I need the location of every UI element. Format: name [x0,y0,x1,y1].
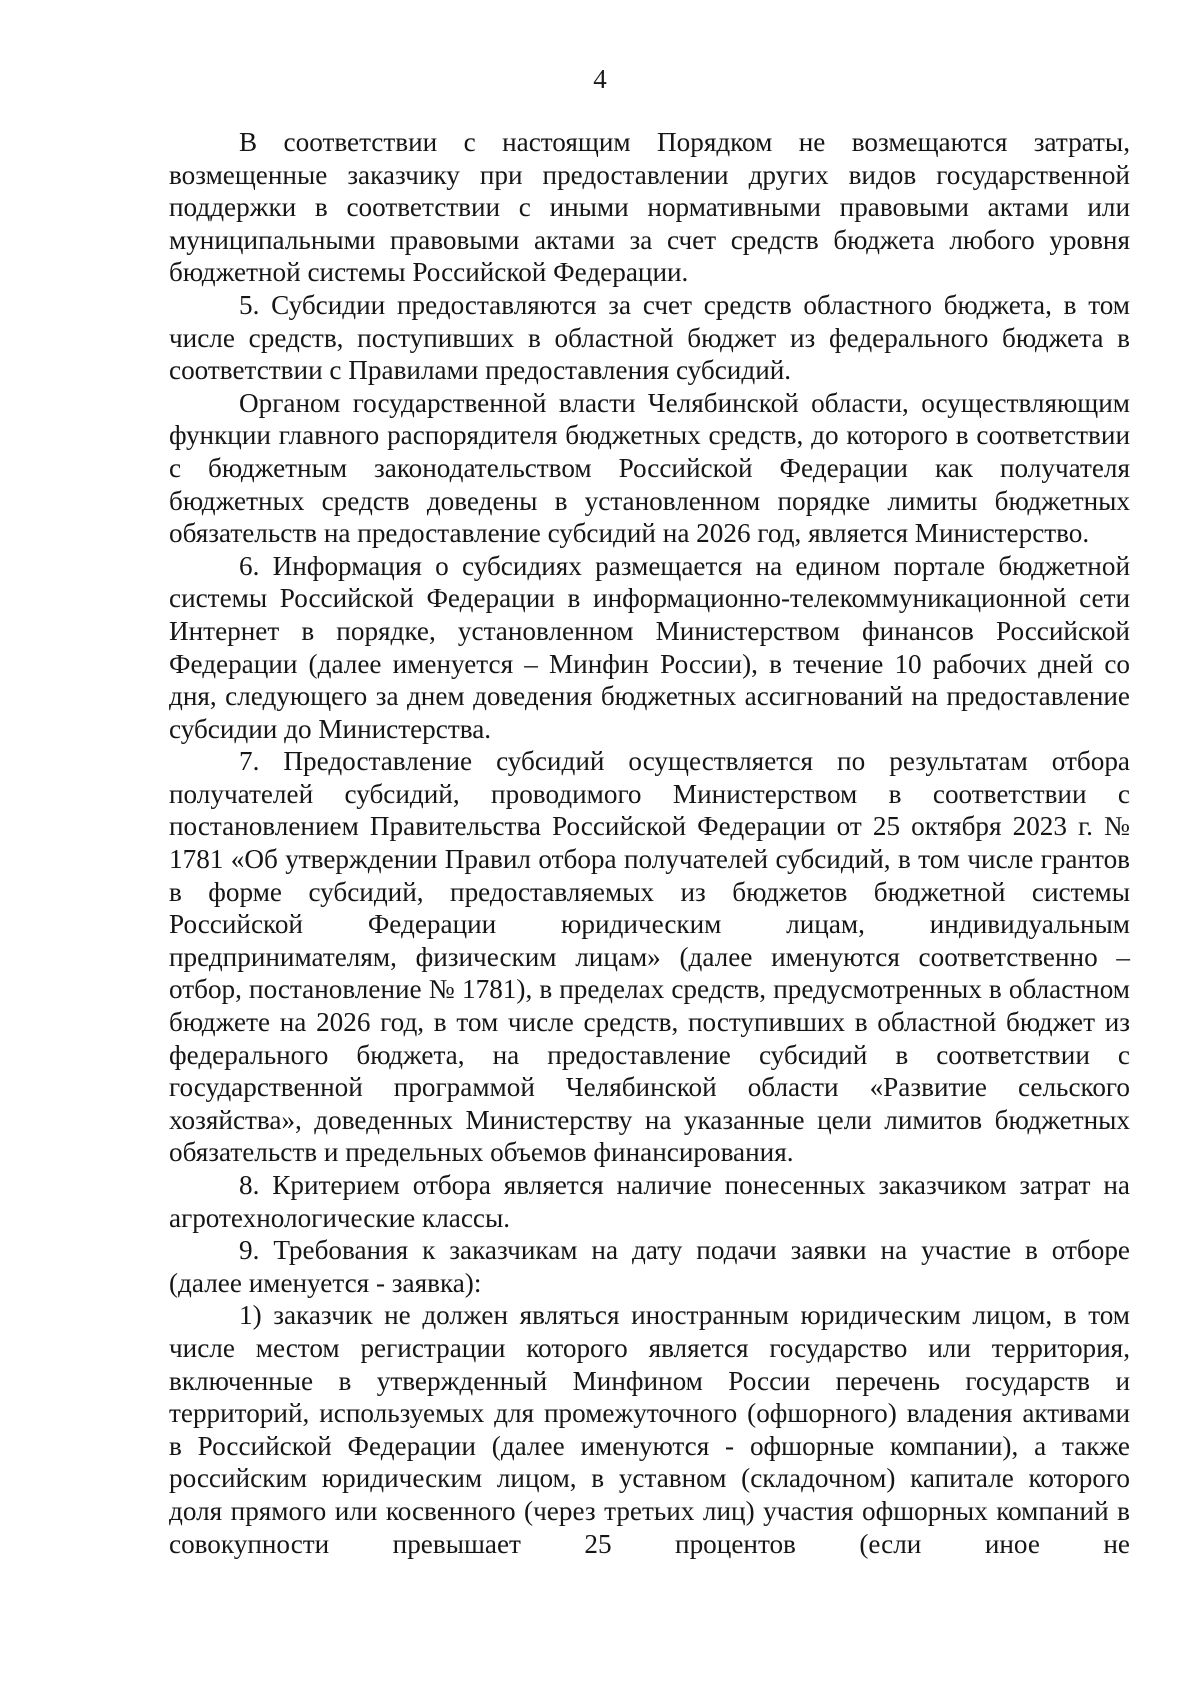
page-number: 4 [593,64,607,94]
paragraph-9-requirements: 9. Требования к заказчикам на дату подачи заявки на участие в отборе (далее именуется - заявка): [169,1235,1130,1298]
paragraph-requirement-1: 1) заказчик не должен являться иностранным юридическим лицом, в том числе местом регистрации которого является государство или территория, включенные в утвержденный Минфином России перечень государств и территорий, используемых для промежуточного (офшорного) владения активами в Российской Федерации (далее именуются - офшорные компании), а также российским юридическим лицом, в уставном (складочном) капитале которого доля прямого или косвенного (через третьих лиц) участия офшорных компаний в совокупности превышает 25 процентов (если иное не [169,1300,1130,1559]
paragraph-costs-not-reimbursed: В соответствии с настоящим Порядком не возмещаются затраты, возмещенные заказчику при предоставлении других видов государственной поддержки в соответствии с иными нормативными правовыми актами или муниципальными правовыми актами за счет средств бюджета любого уровня бюджетной системы Российской Федерации. [169,127,1130,288]
paragraph-7-selection: 7. Предоставление субсидий осуществляется по результатам отбора получателей субсидий, проводимого Министерством в соответствии с постановлением Правительства Российской Федерации от 25 октября 2023 г. № 1781 «Об утверждении Правил отбора получателей субсидий, в том числе грантов в форме субсидий, предоставляемых из бюджетов бюджетной системы Российской Федерации юридическим лицам, индивидуальным предпринимателям, физическим лицам» (далее именуются соответственно – отбор, постановление № 1781), в пределах средств, предусмотренных в областном бюджете на 2026 год, в том числе средств, поступивших в областной бюджет из федерального бюджета, на предоставление субсидий в соответствии с государственной программой Челябинской области «Развитие сельского хозяйства», доведенных Министерству на указанные цели лимитов бюджетных обязательств и предельных объемов финансирования. [169,746,1130,1168]
paragraph-5-subsidy-source: 5. Субсидии предоставляются за счет средств областного бюджета, в том числе средств, поступивших в областной бюджет из федерального бюджета в соответствии с Правилами предоставления субсидий. [169,289,1130,386]
paragraph-8-criterion: 8. Критерием отбора является наличие понесенных заказчиком затрат на агротехнологические классы. [169,1170,1130,1233]
paragraph-6-information: 6. Информация о субсидиях размещается на едином портале бюджетной системы Российской Федерации в информационно-телекоммуникационной сети Интернет в порядке, установленном Министерством финансов Российской Федерации (далее именуется – Минфин России), в течение 10 рабочих дней со дня, следующего за днем доведения бюджетных ассигнований на предоставление субсидии до Министерства. [169,550,1130,744]
paragraph-state-authority: Органом государственной власти Челябинской области, осуществляющим функции главного распорядителя бюджетных средств, до которого в соответствии с бюджетным законодательством Российской Федерации как получателя бюджетных средств доведены в установленном порядке лимиты бюджетных обязательств на предоставление субсидий на 2026 год, является Министерство. [169,387,1130,549]
document-body [169,126,1130,1560]
